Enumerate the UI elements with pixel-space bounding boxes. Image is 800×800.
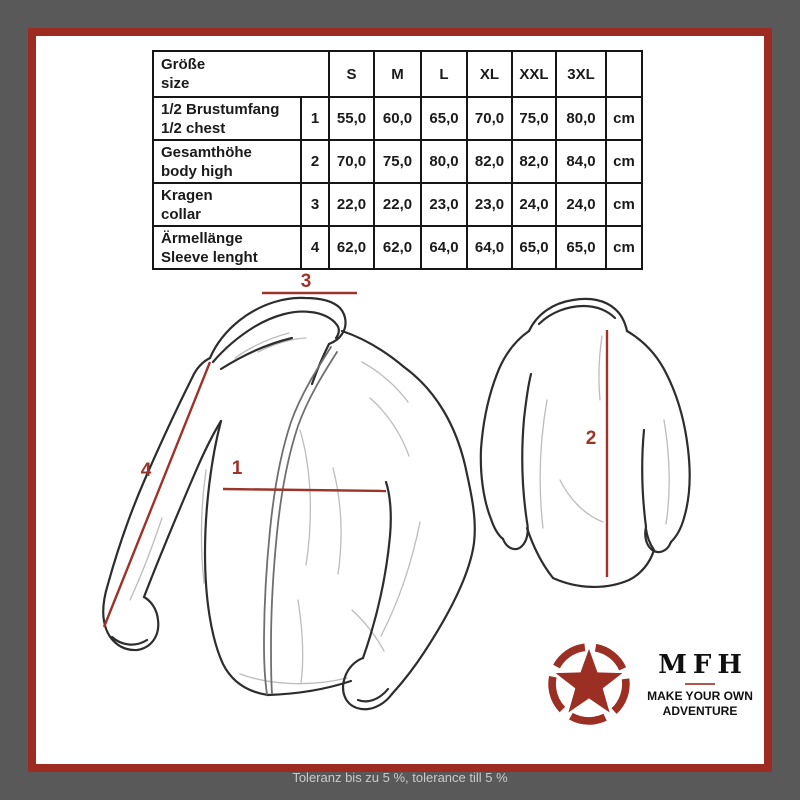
header-size-l: L (421, 51, 467, 97)
cuff-right-inner (358, 689, 388, 701)
header-size-s: S (329, 51, 374, 97)
value-cell: 80,0 (556, 97, 606, 140)
back-sleeve-left-inner (522, 374, 531, 522)
back-sleeve-right-outer (627, 331, 690, 542)
sleeve-right-inner (363, 482, 391, 658)
row-label-en: body high (161, 162, 233, 180)
value-cell: 70,0 (467, 97, 512, 140)
brand-text-block (644, 650, 756, 719)
value-cell: 24,0 (512, 183, 556, 226)
back-cuff-left (503, 522, 528, 549)
crease-line (300, 430, 310, 565)
value-cell: 23,0 (467, 183, 512, 226)
row-label-de: Kragen (161, 186, 213, 204)
value-cell: 82,0 (512, 140, 556, 183)
row-number-cell: 1 (301, 97, 329, 140)
brand-name: MFH (658, 649, 748, 680)
value-cell: 64,0 (467, 226, 512, 269)
collar-outline (210, 298, 346, 358)
measure-line-chest (223, 489, 386, 491)
brand-logo (544, 638, 756, 730)
brand-tagline-line1: MAKE YOUR OWN (647, 688, 753, 703)
measure-label-sleeve: 4 (140, 460, 152, 481)
back-hem (553, 550, 654, 587)
row-label-de: Gesamthöhe (161, 143, 252, 161)
value-cell: 75,0 (512, 97, 556, 140)
back-body-left (527, 528, 553, 578)
crease-line (540, 400, 547, 528)
value-cell: 62,0 (329, 226, 374, 269)
value-cell: 70,0 (329, 140, 374, 183)
measure-label-collar: 3 (300, 271, 312, 292)
shoulder-right (342, 331, 404, 367)
header-size-xxl: XXL (512, 51, 556, 97)
value-cell: 82,0 (467, 140, 512, 183)
crease-line (130, 518, 162, 600)
row-number-cell: 2 (301, 140, 329, 183)
sleeve-left-outer (103, 358, 210, 621)
value-cell: 60,0 (374, 97, 421, 140)
value-cell: 65,0 (556, 226, 606, 269)
row-label-en: Sleeve lenght (161, 248, 258, 266)
value-cell: 64,0 (421, 226, 467, 269)
crease-line (370, 398, 409, 456)
sleeve-right-outer (392, 367, 475, 694)
row-label-de: Ärmellänge (161, 229, 243, 247)
measure-label-chest: 1 (231, 458, 243, 479)
row-label-de: 1/2 Brustumfang (161, 100, 280, 118)
value-cell: 24,0 (556, 183, 606, 226)
zipper-line-right (271, 352, 337, 693)
crease-line (362, 362, 408, 402)
unit-cell: cm (606, 183, 642, 226)
crease-line (240, 674, 347, 684)
brand-divider (685, 683, 715, 685)
unit-cell: cm (606, 97, 642, 140)
header-label-en: size (161, 75, 190, 92)
value-cell: 80,0 (421, 140, 467, 183)
value-cell: 65,0 (421, 97, 467, 140)
crease-line (560, 480, 603, 522)
value-cell: 22,0 (329, 183, 374, 226)
value-cell: 75,0 (374, 140, 421, 183)
back-sleeve-right-inner (642, 430, 646, 527)
crease-line (333, 468, 341, 574)
brand-tagline-line2: ADVENTURE (662, 703, 738, 718)
value-cell: 23,0 (421, 183, 467, 226)
header-label-de: Größe (161, 56, 206, 73)
value-cell: 22,0 (374, 183, 421, 226)
row-number-cell: 3 (301, 183, 329, 226)
zipper-line-left (264, 347, 331, 694)
crease-line (235, 333, 289, 358)
row-label-en: collar (161, 205, 202, 223)
measure-label-body-height: 2 (585, 428, 597, 449)
header-size-m: M (374, 51, 421, 97)
crease-line (381, 522, 420, 636)
tolerance-note: Toleranz bis zu 5 %, tolerance till 5 % (292, 770, 508, 785)
invasion-star-icon (544, 639, 634, 729)
value-cell: 62,0 (374, 226, 421, 269)
crease-line (298, 600, 303, 683)
unit-cell: cm (606, 226, 642, 269)
sleeve-left-inner (144, 421, 221, 597)
crease-line (664, 420, 669, 524)
row-label-en: 1/2 chest (161, 119, 226, 137)
measure-line-sleeve (104, 362, 210, 627)
value-cell: 84,0 (556, 140, 606, 183)
value-cell: 65,0 (512, 226, 556, 269)
value-cell: 55,0 (329, 97, 374, 140)
content-frame (28, 28, 772, 772)
jacket-front-view (103, 298, 475, 709)
header-size-xl: XL (467, 51, 512, 97)
unit-cell: cm (606, 140, 642, 183)
crease-line (599, 336, 602, 400)
header-size-3xl: 3XL (556, 51, 606, 97)
row-number-cell: 4 (301, 226, 329, 269)
